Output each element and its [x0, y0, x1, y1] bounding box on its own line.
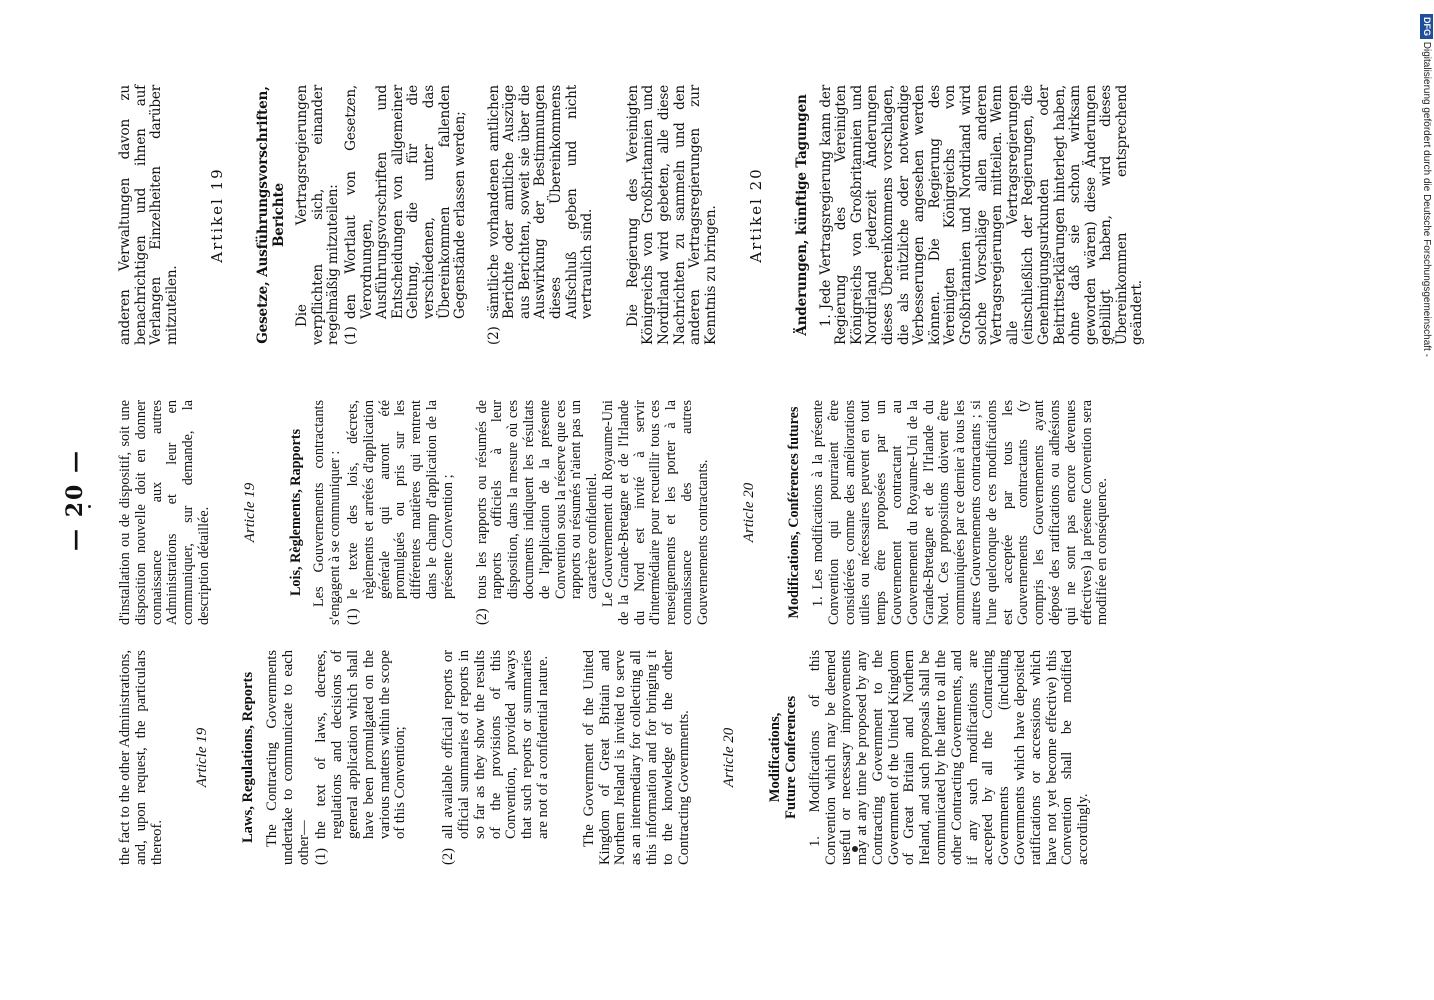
german-article-19-item [487, 85, 596, 345]
digitization-credit [1418, 10, 1434, 990]
item-number: (2) [485, 326, 502, 345]
item-text: sämtliche vorhandenen amtlichen Berichte oder amtliche Auszüge aus Berichten, soweit sie über die Auswirkung der Bestimmungen dieses Übereinkommens Aufschluß geben und nicht vertraulich sind. [485, 85, 596, 319]
german-article-19-intro: Die Vertragsregierungen verpflichten sich, einander regelmäßig mitzuteilen: [294, 85, 342, 345]
german-article-20-paragraph: 1. Jede Vertragsregierung kann der Regierung des Vereinigten Königreichs von Großbritannien und Nordirland jederzeit Änderungen dieses Übereinkommens vorschlagen, die als nützliche oder notwendige Verbesserungen angesehen werden können. Die Regierung des Vereinigten Königreichs von Großbritannien und Nordirland wird solche Vorschläge allen anderen Vertragsregierungen mitteilen. Wenn alle Vertragsregierungen (einschließlich der Regierungen, die Genehmigungsurkunden oder Beitrittserklärungen hinterlegt haben, ohne daß sie schon wirksam geworden wären) diese Änderungen gebilligt haben, wird dieses Übereinkommen entsprechend geändert. [817, 85, 1146, 345]
french-article-19-heading: Lois, Règlements, Rapports [287, 428, 304, 597]
german-article-19-label: Artikel 19 [208, 167, 227, 263]
item-text: le texte des lois, décrets, règlements et arrêtés d'application générale qui auront été promulgués ou pris sur les différentes matières qui rentrent dans le champ d'application de la présente Convention ; [344, 400, 456, 599]
german-article-19-heading: Gesetze, Ausführungsvorschriften, Berichte [254, 86, 287, 344]
item-number: (1) [313, 847, 330, 865]
english-intro: the fact to the other Administrations, and, upon request, the particulars thereof. [117, 650, 165, 865]
item-number: (2) [473, 608, 490, 625]
french-article-20-paragraph: 1. Les modifications à la présente Convention qui pourraient être considérées comme des améliorations utiles ou nécessaires peuvent en tout temps être proposées par un Gouvernement contractant au Gouvernement du Royaume-Uni de la Grande-Bretagne et de l'Irlande du Nord. Ces propositions doivent être communiquées par ce dernier à tous les autres Gouvernements contractants ; si l'une quelconque de ces modifications est acceptée par tous les Gouvernements contractants (y compris les Gouvernements ayant déposé des ratifications ou adhésions qui ne sont pas encore devenues effectives) la présente Convention sera modifiée en conséquence. [810, 400, 1111, 625]
english-article-19-item [441, 650, 552, 865]
german-article-20-label: Artikel 20 [747, 167, 766, 263]
french-column [118, 400, 1111, 625]
item-text: the text of laws, decrees, regulations and decisions of general application which shall have been promulgated on the various matters within the scope of this Convention; [313, 650, 409, 839]
german-intro: anderen Verwaltungen davon zu benachrichtigen und ihnen auf Verlangen Einzelheiten darüber mitzuteilen. [117, 85, 180, 345]
page-number: — 20 — [62, 449, 88, 551]
german-column [118, 85, 1146, 345]
dot-mark [88, 505, 91, 508]
french-intro: d'installation ou de dispositif, soit une disposition nouvelle doit en donner connaissance aux autres Administrations et leur en communiquer, sur demande, la description détaillée. [117, 400, 212, 625]
english-column [118, 650, 1092, 865]
english-article-19-paragraph: The Government of the United Kingdom of Great Britain and Northern Jreland is invited to serve as an intermediary for collecting all this information and for bringing it to the knowledge of the other Contracting Governments. [580, 650, 692, 865]
english-article-19-intro: The Contracting Governments undertake to communicate to each other— [263, 650, 312, 865]
english-article-20-subheading: Future Conferences [782, 695, 799, 820]
english-article-19-item [314, 650, 409, 865]
item-text: tous les rapports ou résumés de rapports officiels à leur disposition, dans la mesure où ces documents indiquent les résultats de l'application de la présente Convention sous la réserve que ces rapports ou résumés n'aient pas un caractère confidentiel. [473, 400, 601, 599]
english-article-19-label: Article 19 [194, 727, 211, 788]
item-number: (1) [342, 326, 359, 345]
item-number: (2) [440, 847, 457, 865]
german-article-20-heading: Änderungen, künftige Tagungen [794, 94, 810, 336]
english-article-20-paragraph: 1. Modifications of this Convention which may be deemed useful or necessary improvements may at any time be proposed by any Contracting Government to the Government of the United Kingdom of Great Britain and Northern Ireland, and such proposals shall be communicated by the latter to all the other Contracting Governments, and if any such modifications are accepted by all the Contracting Governments (including Governments which have deposited ratifications or accessions which have not yet become effective) this Convention shall be modified accordingly. [806, 650, 1092, 865]
english-article-20-label: Article 20 [721, 727, 738, 788]
german-article-19-paragraph: Die Regierung des Vereinigten Königreichs von Großbritannien und Nordirland wird gebeten, alle diese Nachrichten zu sammeln und den anderen Vertragsregierungen zur Kenntnis zu bringen. [624, 85, 719, 345]
credit-text: Digitalisierung gefördert durch die Deutsche Forschungsgemeinschaft - [1421, 41, 1432, 357]
french-article-19-label: Article 19 [241, 482, 258, 543]
french-article-19-paragraph: Le Gouvernement du Royaume-Uni de la Grande-Bretagne et de l'Irlande du Nord est invité à servir d'intermédiaire pour recueillir tous ces renseignements et les porter à la connaissance des autres Gouvernements contractants. [599, 400, 711, 625]
item-text: all available official reports or official summaries of reports in so far as they show the results of the provisions of this Convention, provided always that such reports or summaries are not of a confidential nature. [440, 650, 551, 839]
french-article-20-label: Article 20 [740, 482, 757, 543]
dfg-logo: DFG [1420, 14, 1433, 39]
french-article-19-item [346, 400, 457, 625]
english-article-20-heading: Modifications, [767, 712, 784, 803]
english-article-19-heading: Laws, Regulations, Reports [240, 671, 257, 844]
item-number: (1) [344, 608, 361, 625]
french-article-19-intro: Les Gouvernements contractants s'engagent à se communiquer : [311, 400, 344, 625]
french-article-19-item [475, 400, 601, 625]
item-text: den Wortlaut von Gesetzen, Verordnungen, Ausführungsvorschriften und Entscheidungen von allgemeiner Geltung, die für die verschiedenen, unter das Übereinkommen fallenden Gegenstände erlassen werden; [342, 85, 469, 319]
german-article-19-item [344, 85, 469, 345]
french-article-20-heading: Modifications, Conférences futures [786, 406, 803, 619]
